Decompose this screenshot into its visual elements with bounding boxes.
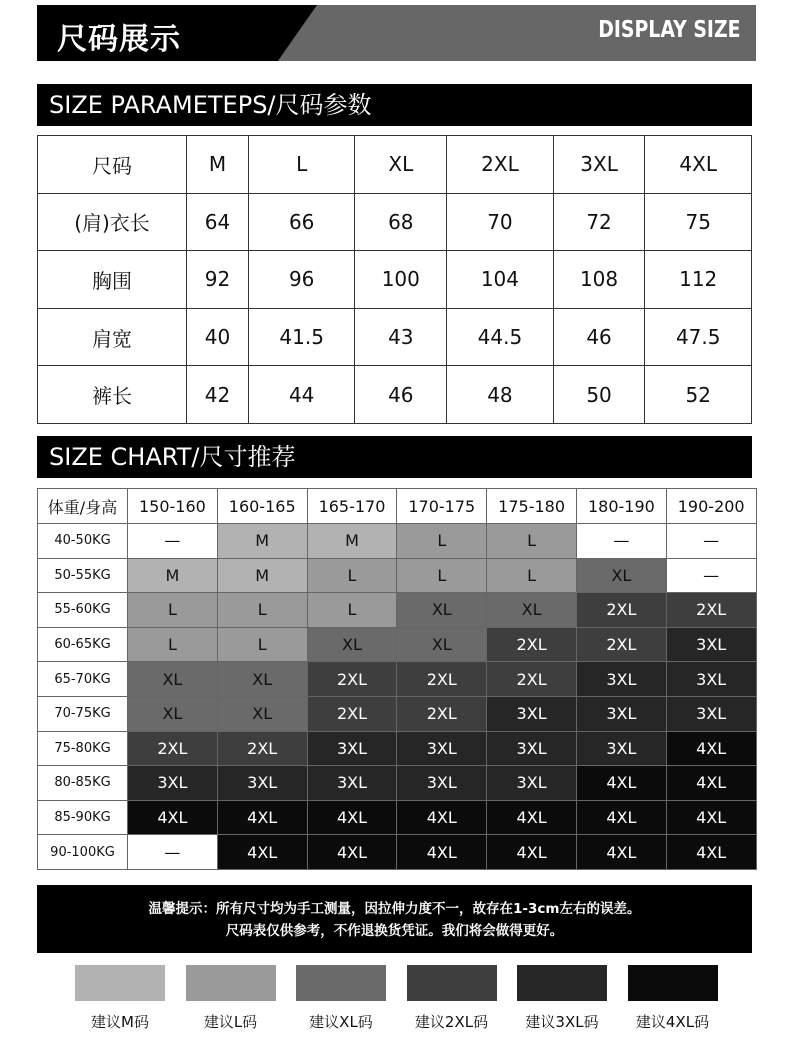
size-cell: XL <box>128 696 218 731</box>
params-cell: 50 <box>553 366 645 424</box>
chart-row <box>38 627 757 662</box>
weight-label-cell: 40-50KG <box>38 524 128 559</box>
size-cell: 3XL <box>487 696 577 731</box>
chart-corner-cell: 体重/身高 <box>38 489 128 524</box>
chart-row <box>38 800 757 835</box>
params-cell: 100 <box>355 251 447 309</box>
size-cell: 4XL <box>666 731 756 766</box>
legend-swatch <box>628 965 718 1001</box>
params-cell: 46 <box>553 308 645 366</box>
size-cell: 4XL <box>576 800 666 835</box>
height-header-cell: 160-165 <box>217 489 307 524</box>
params-row-label: 胸围 <box>38 251 187 309</box>
size-cell: — <box>666 524 756 559</box>
size-cell: 4XL <box>576 766 666 801</box>
size-cell: 4XL <box>666 835 756 870</box>
chart-section-title: SIZE CHART/尺寸推荐 <box>37 436 752 478</box>
legend-label: 建议XL码 <box>309 1013 373 1031</box>
params-row-label: 尺码 <box>38 136 187 194</box>
size-cell: 2XL <box>307 662 397 697</box>
size-cell: XL <box>487 593 577 628</box>
size-cell: M <box>217 558 307 593</box>
params-cell: 66 <box>248 193 355 251</box>
size-cell: 4XL <box>307 800 397 835</box>
params-cell: 112 <box>645 251 752 309</box>
size-cell: 4XL <box>397 835 487 870</box>
params-cell: 41.5 <box>248 308 355 366</box>
size-cell: XL <box>128 662 218 697</box>
size-cell: XL <box>217 662 307 697</box>
weight-label-cell: 90-100KG <box>38 835 128 870</box>
weight-label-cell: 60-65KG <box>38 627 128 662</box>
size-cell: 2XL <box>487 662 577 697</box>
weight-label-cell: 70-75KG <box>38 696 128 731</box>
size-cell: 3XL <box>576 662 666 697</box>
params-cell: 48 <box>447 366 554 424</box>
params-cell: 64 <box>187 193 249 251</box>
params-cell: L <box>248 136 355 194</box>
size-cell: 4XL <box>487 835 577 870</box>
size-cell: 4XL <box>307 835 397 870</box>
size-cell: L <box>217 627 307 662</box>
size-cell: XL <box>307 627 397 662</box>
params-header-row <box>38 136 752 194</box>
params-cell: 46 <box>355 366 447 424</box>
size-cell: 4XL <box>217 835 307 870</box>
height-header-cell: 190-200 <box>666 489 756 524</box>
legend-label: 建议M码 <box>91 1013 149 1031</box>
chart-row <box>38 696 757 731</box>
legend-label: 建议L码 <box>203 1013 258 1031</box>
legend-label: 建议4XL码 <box>635 1013 710 1031</box>
params-cell: 4XL <box>645 136 752 194</box>
params-row <box>38 193 752 251</box>
legend-item <box>296 965 406 1031</box>
size-cell: 3XL <box>666 696 756 731</box>
notice-line-2: 尺码表仅供参考，不作退换货凭证。我们将会做得更好。 <box>225 923 564 939</box>
size-cell: 3XL <box>397 731 487 766</box>
params-cell: M <box>187 136 249 194</box>
params-row-label: 肩宽 <box>38 308 187 366</box>
params-cell: 52 <box>645 366 752 424</box>
size-parameters-table <box>37 135 752 424</box>
size-cell: 2XL <box>666 593 756 628</box>
size-cell: 3XL <box>307 731 397 766</box>
size-cell: L <box>307 593 397 628</box>
legend-item <box>407 965 517 1031</box>
legend-swatch <box>75 965 165 1001</box>
size-cell: 3XL <box>666 627 756 662</box>
chart-row <box>38 524 757 559</box>
height-header-cell: 170-175 <box>397 489 487 524</box>
params-cell: 3XL <box>553 136 645 194</box>
params-cell: 104 <box>447 251 554 309</box>
size-cell: L <box>128 627 218 662</box>
size-cell: 3XL <box>487 766 577 801</box>
legend-item <box>186 965 296 1031</box>
size-cell: 4XL <box>666 800 756 835</box>
size-cell: 2XL <box>576 593 666 628</box>
size-cell: 2XL <box>217 731 307 766</box>
size-cell: M <box>307 524 397 559</box>
header-banner <box>37 5 756 61</box>
size-cell: L <box>397 558 487 593</box>
params-cell: 42 <box>187 366 249 424</box>
size-cell: 2XL <box>397 662 487 697</box>
size-cell: 2XL <box>128 731 218 766</box>
size-cell: 4XL <box>487 800 577 835</box>
height-header-cell: 165-170 <box>307 489 397 524</box>
weight-label-cell: 80-85KG <box>38 766 128 801</box>
params-row <box>38 251 752 309</box>
params-cell: 96 <box>248 251 355 309</box>
height-header-cell: 175-180 <box>487 489 577 524</box>
chart-row <box>38 835 757 870</box>
size-cell: 3XL <box>217 766 307 801</box>
header-title: 尺码展示 <box>57 22 181 57</box>
weight-label-cell: 50-55KG <box>38 558 128 593</box>
size-cell: 3XL <box>576 731 666 766</box>
size-cell: 4XL <box>397 800 487 835</box>
size-cell: L <box>487 558 577 593</box>
legend-item <box>517 965 627 1031</box>
params-cell: 2XL <box>447 136 554 194</box>
size-cell: — <box>128 835 218 870</box>
size-cell: 3XL <box>487 731 577 766</box>
color-legend <box>75 965 720 1035</box>
height-header-cell: 150-160 <box>128 489 218 524</box>
height-header-cell: 180-190 <box>576 489 666 524</box>
params-row <box>38 366 752 424</box>
weight-label-cell: 55-60KG <box>38 593 128 628</box>
size-cell: L <box>307 558 397 593</box>
size-cell: 4XL <box>576 835 666 870</box>
size-cell: L <box>487 524 577 559</box>
size-cell: L <box>397 524 487 559</box>
weight-label-cell: 65-70KG <box>38 662 128 697</box>
notice-box <box>37 885 752 953</box>
legend-label: 建议3XL码 <box>525 1013 599 1031</box>
legend-item <box>628 965 738 1031</box>
params-row-label: (肩)衣长 <box>38 193 187 251</box>
notice-line-1: 温馨提示：所有尺寸均为手工测量，因拉伸力度不一，故存在1-3cm左右的误差。 <box>148 901 641 917</box>
size-cell: 3XL <box>397 766 487 801</box>
header-subtitle: DISPLAY SIZE <box>597 17 740 43</box>
chart-row <box>38 558 757 593</box>
legend-item <box>75 965 185 1031</box>
size-cell: XL <box>397 593 487 628</box>
params-cell: 92 <box>187 251 249 309</box>
legend-swatch <box>186 965 276 1001</box>
size-cell: — <box>576 524 666 559</box>
size-cell: XL <box>397 627 487 662</box>
size-cell: 2XL <box>307 696 397 731</box>
size-cell: 3XL <box>576 696 666 731</box>
weight-label-cell: 75-80KG <box>38 731 128 766</box>
params-cell: 44 <box>248 366 355 424</box>
params-cell: 47.5 <box>645 308 752 366</box>
chart-row <box>38 593 757 628</box>
params-cell: 43 <box>355 308 447 366</box>
size-cell: 4XL <box>128 800 218 835</box>
size-cell: 3XL <box>128 766 218 801</box>
size-cell: L <box>217 593 307 628</box>
params-cell: 44.5 <box>447 308 554 366</box>
size-cell: — <box>128 524 218 559</box>
params-cell: XL <box>355 136 447 194</box>
size-cell: M <box>128 558 218 593</box>
params-cell: 75 <box>645 193 752 251</box>
size-cell: 3XL <box>666 662 756 697</box>
params-cell: 108 <box>553 251 645 309</box>
params-cell: 68 <box>355 193 447 251</box>
legend-swatch <box>296 965 386 1001</box>
weight-label-cell: 85-90KG <box>38 800 128 835</box>
size-cell: 2XL <box>487 627 577 662</box>
size-cell: — <box>666 558 756 593</box>
size-cell: 4XL <box>666 766 756 801</box>
legend-swatch <box>407 965 497 1001</box>
size-recommendation-table <box>37 488 757 870</box>
params-section-title: SIZE PARAMETEPS/尺码参数 <box>37 84 752 126</box>
size-cell: XL <box>217 696 307 731</box>
size-cell: L <box>128 593 218 628</box>
chart-row <box>38 766 757 801</box>
params-cell: 70 <box>447 193 554 251</box>
chart-header-row <box>38 489 757 524</box>
params-row <box>38 308 752 366</box>
chart-row <box>38 662 757 697</box>
legend-label: 建议2XL码 <box>414 1013 489 1031</box>
params-row-label: 裤长 <box>38 366 187 424</box>
size-cell: 3XL <box>307 766 397 801</box>
size-cell: 2XL <box>397 696 487 731</box>
size-cell: 2XL <box>576 627 666 662</box>
size-cell: M <box>217 524 307 559</box>
legend-swatch <box>517 965 607 1001</box>
params-cell: 72 <box>553 193 645 251</box>
chart-row <box>38 731 757 766</box>
size-cell: 4XL <box>217 800 307 835</box>
size-cell: XL <box>576 558 666 593</box>
params-cell: 40 <box>187 308 249 366</box>
